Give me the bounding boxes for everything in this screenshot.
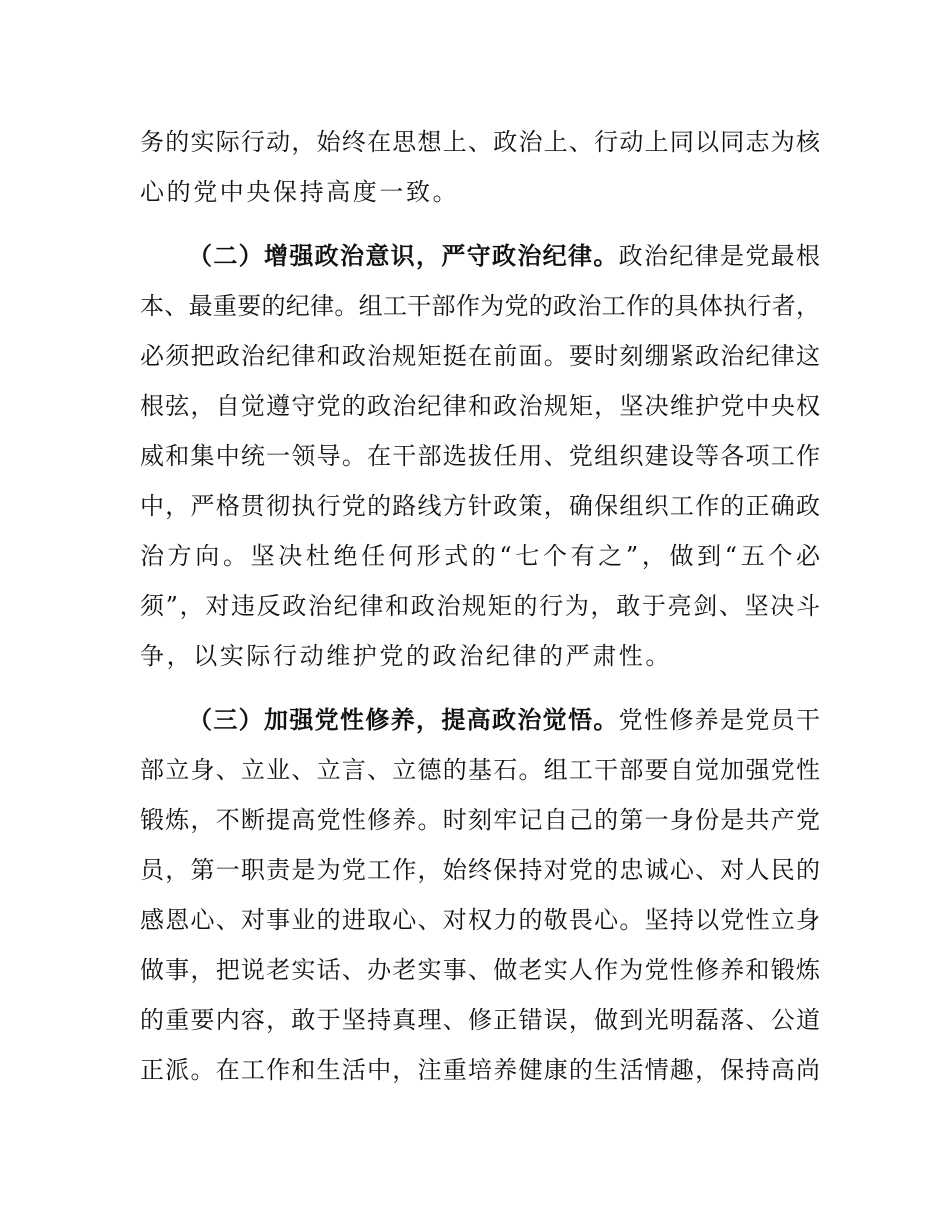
paragraph-3-line-6: 做事，把说老实话、办老实事、做老实人作为党性修养和锻炼: [140, 956, 820, 984]
paragraph-2-line-7: 治方向。坚决杜绝任何形式的“七个有之”，做到“五个必: [140, 542, 820, 570]
section-heading-2: （二）增强政治意识，严守政治纪律。: [188, 242, 619, 270]
paragraph-3-line-2: 部立身、立业、立言、立德的基石。组工干部要自觉加强党性: [140, 756, 820, 784]
paragraph-3-line-3: 锻炼，不断提高党性修养。时刻牢记自己的第一身份是共产党: [140, 806, 820, 834]
paragraph-2-line-1-text: 政治纪律是党最根: [618, 242, 821, 270]
section-heading-3: （三）加强党性修养，提高政治觉悟。: [188, 706, 619, 734]
paragraph-2-line-2: 本、最重要的纪律。组工干部作为党的政治工作的具体执行者，: [140, 292, 820, 320]
paragraph-2-line-9: 争，以实际行动维护党的政治纪律的严肃性。: [140, 642, 672, 670]
paragraph-2-line-1: [188, 236, 820, 276]
paragraph-2-line-8: 须”，对违反政治纪律和政治规矩的行为，敢于亮剑、坚决斗: [140, 592, 820, 620]
paragraph-3-line-1: [188, 700, 820, 740]
paragraph-3-line-4: 员，第一职责是为党工作，始终保持对党的忠诚心、对人民的: [140, 856, 820, 884]
paragraph-1-line-1: 务的实际行动，始终在思想上、政治上、行动上同以同志为核: [140, 128, 820, 156]
paragraph-3-line-7: 的重要内容，敢于坚持真理、修正错误，做到光明磊落、公道: [140, 1006, 820, 1034]
paragraph-2-line-6: 中，严格贯彻执行党的路线方针政策，确保组织工作的正确政: [140, 492, 820, 520]
paragraph-2-line-5: 威和集中统一领导。在干部选拔任用、党组织建设等各项工作: [140, 442, 820, 470]
paragraph-1-line-2: 心的党中央保持高度一致。: [140, 178, 460, 206]
paragraph-2-line-4: 根弦，自觉遵守党的政治纪律和政治规矩，坚决维护党中央权: [140, 392, 820, 420]
paragraph-3-line-8: 正派。在工作和生活中，注重培养健康的生活情趣，保持高尚: [140, 1056, 820, 1084]
paragraph-3-line-1-text: 党性修养是党员干: [618, 706, 821, 734]
paragraph-3-line-5: 感恩心、对事业的进取心、对权力的敬畏心。坚持以党性立身: [140, 906, 820, 934]
paragraph-2-line-3: 必须把政治纪律和政治规矩挺在前面。要时刻绷紧政治纪律这: [140, 342, 820, 370]
